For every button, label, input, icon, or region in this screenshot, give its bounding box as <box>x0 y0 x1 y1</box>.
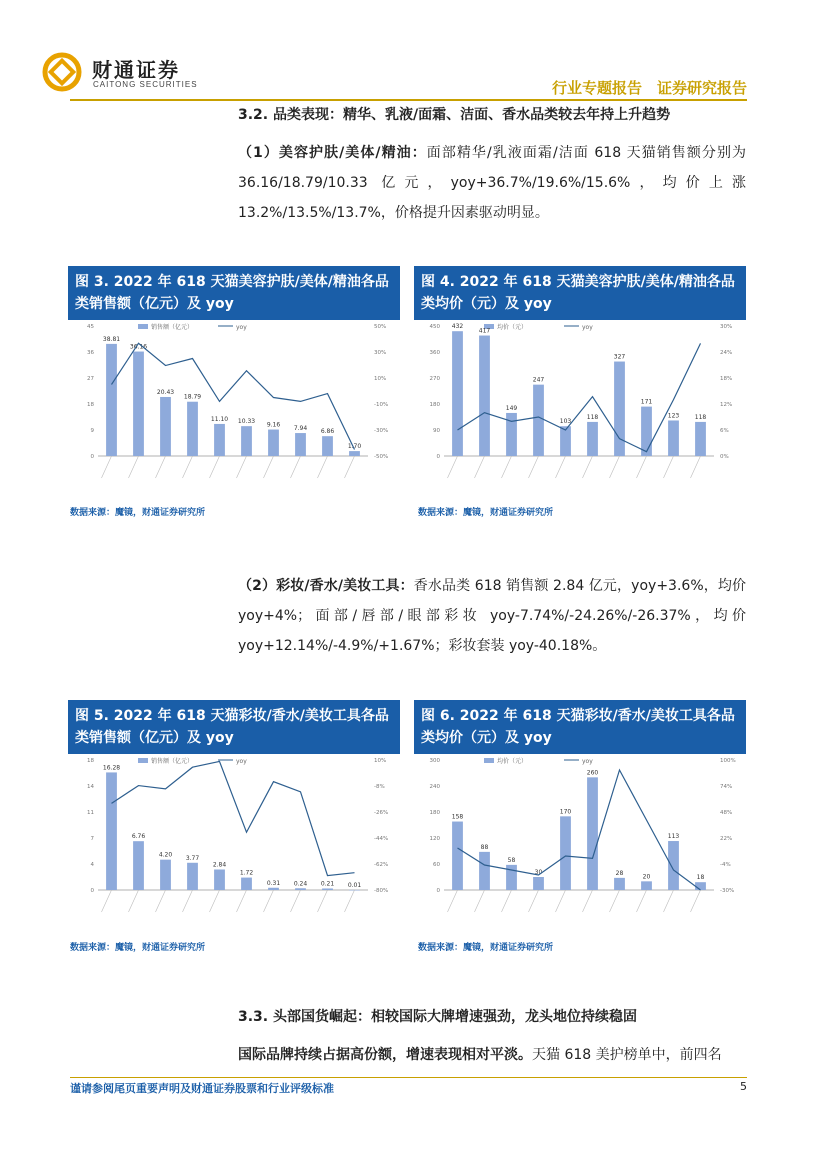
chart-bar <box>479 336 490 456</box>
paragraph-label: （1）美容护肤/美体/精油： <box>238 145 427 161</box>
bar-value-label: 11.10 <box>210 415 229 423</box>
figure-title: 图 3. 2022 年 618 天猫美容护肤/美体/精油各品类销售额（亿元）及 yoy <box>69 267 399 319</box>
y2-tick-label: 10% <box>374 758 387 764</box>
y-tick-label: 90 <box>433 428 440 434</box>
paragraph-text: 天猫 618 美护榜单中，前四名 <box>532 1047 722 1063</box>
bar-value-label: 2.84 <box>212 861 227 869</box>
bar-value-label: 0.21 <box>320 880 335 888</box>
bar-value-label: 36.16 <box>129 343 148 351</box>
x-tick-mark <box>475 890 485 912</box>
paragraph <box>238 1040 746 1070</box>
x-tick-mark <box>291 890 301 912</box>
figure-title: 图 6. 2022 年 618 天猫彩妆/香水/美妆工具各品类均价（元）及 yoy <box>415 701 745 753</box>
chart-bar <box>133 352 144 456</box>
paragraph-text: 面部精华/乳液面霜/洁面 618 天猫销售额分别为 36.16/18.79/10.33 亿元，yoy+36.7%/19.6%/15.6%，均价上涨 13.2%/13.5%/13.7%，价格提升因素驱动明显。 <box>238 145 747 221</box>
paragraph-text: 香水品类 618 销售额 2.84 亿元，yoy+3.6%，均价 yoy+4%；面部/唇部/眼部彩妆 yoy-7.74%/-24.26%/-26.37%，均价 yoy+12.14%/-4.9%/+1.67%；彩妆套装 yoy-40.18%。 <box>238 578 746 654</box>
x-tick-mark <box>210 456 220 478</box>
x-tick-mark <box>129 890 139 912</box>
x-tick-mark <box>583 456 593 478</box>
x-tick-mark <box>102 890 112 912</box>
chart-bar <box>587 777 598 890</box>
y-tick-label: 300 <box>429 758 440 764</box>
legend-bar-label: 销售额（亿元） <box>151 324 194 331</box>
x-tick-mark <box>502 890 512 912</box>
y2-tick-label: -30% <box>720 888 735 894</box>
figure-6 <box>414 700 746 754</box>
legend-line-label: yoy <box>236 758 247 765</box>
chart-bar <box>668 841 679 890</box>
bar-value-label: 88 <box>480 843 489 851</box>
y2-tick-label: -80% <box>374 888 389 894</box>
chart-bar <box>506 865 517 890</box>
paragraph-label: 国际品牌持续占据高份额，增速表现相对平淡。 <box>238 1047 532 1063</box>
bar-value-label: 149 <box>505 404 518 412</box>
y-tick-label: 0 <box>436 454 440 460</box>
y-tick-label: 0 <box>436 888 440 894</box>
yoy-line <box>458 770 701 890</box>
chart-bar <box>160 860 171 890</box>
chart-bar <box>322 888 333 890</box>
chart-bar <box>349 451 360 456</box>
legend-line-label: yoy <box>236 324 247 331</box>
bar-value-label: 30 <box>534 869 543 876</box>
y-tick-label: 360 <box>429 350 440 356</box>
y-tick-label: 0 <box>90 888 94 894</box>
y2-tick-label: 10% <box>374 376 387 382</box>
y-tick-label: 11 <box>87 810 94 816</box>
report-type: 行业专题报告 证券研究报告 <box>551 79 747 97</box>
x-tick-mark <box>264 456 274 478</box>
figure-title: 图 4. 2022 年 618 天猫美容护肤/美体/精油各品类均价（元）及 yoy <box>415 267 745 319</box>
bar-value-label: 6.76 <box>131 833 146 841</box>
y-tick-label: 60 <box>433 862 440 868</box>
chart-bar <box>295 433 306 456</box>
bar-value-label: 113 <box>667 833 680 841</box>
y2-tick-label: 0% <box>720 454 729 460</box>
bar-value-label: 16.28 <box>102 764 121 772</box>
y2-tick-label: 22% <box>720 836 733 842</box>
y-tick-label: 0 <box>90 454 94 460</box>
x-tick-mark <box>156 890 166 912</box>
x-tick-mark <box>448 890 458 912</box>
figure-source: 数据来源：魔镜，财通证券研究所 <box>70 508 206 518</box>
y2-tick-label: -4% <box>720 862 731 868</box>
figure-3 <box>68 266 400 320</box>
bar-value-label: 1.72 <box>239 869 254 877</box>
x-tick-mark <box>345 890 355 912</box>
y2-tick-label: -26% <box>374 810 389 816</box>
yoy-line <box>458 343 701 451</box>
chart-bar <box>614 362 625 456</box>
x-tick-mark <box>129 456 139 478</box>
bar-value-label: 158 <box>451 813 464 821</box>
bar-value-label: 6.86 <box>320 428 335 436</box>
chart-bar <box>322 436 333 456</box>
y2-tick-label: -50% <box>374 454 389 460</box>
x-tick-mark <box>237 456 247 478</box>
legend-bar-label: 销售额（亿元） <box>151 758 194 765</box>
chart-bar <box>187 863 198 890</box>
bar-value-label: 20.43 <box>156 388 175 396</box>
chart-bar <box>614 878 625 890</box>
x-tick-mark <box>502 456 512 478</box>
chart-fig5 <box>68 750 400 936</box>
x-tick-mark <box>448 456 458 478</box>
x-tick-mark <box>691 890 701 912</box>
y-tick-label: 4 <box>90 862 94 868</box>
y2-tick-label: -30% <box>374 428 389 434</box>
x-tick-mark <box>156 456 166 478</box>
y-tick-label: 45 <box>87 324 94 330</box>
y2-tick-label: 30% <box>374 350 387 356</box>
y2-tick-label: -62% <box>374 862 389 868</box>
yoy-line <box>112 761 355 875</box>
x-tick-mark <box>237 890 247 912</box>
paragraph <box>238 138 746 228</box>
y-tick-label: 7 <box>90 836 94 842</box>
legend-line-label: yoy <box>582 758 593 765</box>
bar-value-label: 170 <box>559 808 572 816</box>
chart-bar <box>187 402 198 456</box>
y2-tick-label: -10% <box>374 402 389 408</box>
chart-bar <box>668 420 679 456</box>
y-tick-label: 180 <box>429 810 440 816</box>
bar-value-label: 1.70 <box>347 443 362 451</box>
figure-source: 数据来源：魔镜，财通证券研究所 <box>418 943 554 953</box>
x-tick-mark <box>529 890 539 912</box>
chart-bar <box>214 869 225 890</box>
chart-bar <box>641 407 652 456</box>
x-tick-mark <box>637 890 647 912</box>
x-tick-mark <box>183 456 193 478</box>
bar-value-label: 28 <box>615 869 624 877</box>
y-tick-label: 18 <box>87 758 94 764</box>
footer-divider <box>70 1077 747 1078</box>
x-tick-mark <box>291 456 301 478</box>
y-tick-label: 9 <box>90 428 94 434</box>
bar-value-label: 10.33 <box>237 418 256 426</box>
y2-tick-label: 50% <box>374 324 387 330</box>
legend-bar-label: 均价（元） <box>497 324 528 331</box>
bar-value-label: 103 <box>559 418 572 426</box>
bar-value-label: 118 <box>694 413 707 421</box>
logo-text: 财通证券 <box>92 58 180 82</box>
chart-bar <box>160 397 171 456</box>
chart-bar <box>295 888 306 890</box>
bar-value-label: 20 <box>642 873 651 881</box>
bar-value-label: 9.16 <box>266 421 281 429</box>
x-tick-mark <box>529 456 539 478</box>
logo-subtext: CAITONG SECURITIES <box>93 80 198 89</box>
section-heading: 3.3. 头部国货崛起：相较国际大牌增速强劲，龙头地位持续稳固 <box>238 1009 637 1025</box>
bar-value-label: 3.77 <box>185 854 200 862</box>
chart-bar <box>241 426 252 456</box>
bar-value-label: 0.31 <box>266 879 281 887</box>
chart-bar <box>268 888 279 890</box>
y2-tick-label: 6% <box>720 428 729 434</box>
paragraph <box>238 571 746 661</box>
x-tick-mark <box>664 456 674 478</box>
chart-bar <box>268 430 279 456</box>
bar-value-label: 4.20 <box>158 851 173 859</box>
figure-4 <box>414 266 746 320</box>
x-tick-mark <box>102 456 112 478</box>
legend-bar-swatch <box>138 324 148 329</box>
x-tick-mark <box>637 456 647 478</box>
y-tick-label: 120 <box>429 836 440 842</box>
bar-value-label: 58 <box>507 856 516 864</box>
x-tick-mark <box>556 890 566 912</box>
y-tick-label: 14 <box>87 784 94 790</box>
y-tick-label: 36 <box>87 350 94 356</box>
logo-icon <box>42 52 82 92</box>
x-tick-mark <box>264 890 274 912</box>
chart-fig4 <box>414 316 746 502</box>
bar-value-label: 7.94 <box>293 425 308 433</box>
chart-bar <box>587 422 598 456</box>
x-tick-mark <box>210 890 220 912</box>
bar-value-label: 123 <box>667 412 680 420</box>
x-tick-mark <box>664 890 674 912</box>
legend-bar-swatch <box>138 758 148 763</box>
y2-tick-label: 48% <box>720 810 733 816</box>
y2-tick-label: -8% <box>374 784 385 790</box>
x-tick-mark <box>610 456 620 478</box>
chart-bar <box>479 852 490 890</box>
figure-title: 图 5. 2022 年 618 天猫彩妆/香水/美妆工具各品类销售额（亿元）及 yoy <box>69 701 399 753</box>
y-tick-label: 18 <box>87 402 94 408</box>
yoy-line <box>112 343 355 449</box>
figure-source: 数据来源：魔镜，财通证券研究所 <box>418 508 554 518</box>
bar-value-label: 171 <box>640 398 653 406</box>
chart-bar <box>641 881 652 890</box>
x-tick-mark <box>345 456 355 478</box>
chart-bar <box>695 422 706 456</box>
y2-tick-label: 30% <box>720 324 733 330</box>
y-tick-label: 180 <box>429 402 440 408</box>
y2-tick-label: 24% <box>720 350 733 356</box>
x-tick-mark <box>610 890 620 912</box>
chart-bar <box>533 385 544 456</box>
bar-value-label: 0.24 <box>293 880 308 888</box>
figure-5 <box>68 700 400 754</box>
chart-bar <box>695 882 706 890</box>
x-tick-mark <box>583 890 593 912</box>
figure-source: 数据来源：魔镜，财通证券研究所 <box>70 943 206 953</box>
paragraph-label: （2）彩妆/香水/美妆工具： <box>238 578 414 594</box>
footer-disclaimer: 谨请参阅尾页重要声明及财通证券股票和行业评级标准 <box>70 1082 334 1095</box>
bar-value-label: 417 <box>478 327 491 335</box>
bar-value-label: 327 <box>613 353 626 361</box>
chart-bar <box>533 877 544 890</box>
chart-bar <box>452 331 463 456</box>
chart-bar <box>106 344 117 456</box>
chart-bar <box>452 822 463 890</box>
y-tick-label: 27 <box>87 376 94 382</box>
chart-bar <box>133 841 144 890</box>
x-tick-mark <box>475 456 485 478</box>
chart-fig6 <box>414 750 746 936</box>
y2-tick-label: 18% <box>720 376 733 382</box>
y2-tick-label: 100% <box>720 758 736 764</box>
x-tick-mark <box>183 890 193 912</box>
y2-tick-label: 74% <box>720 784 733 790</box>
y-tick-label: 270 <box>429 376 440 382</box>
bar-value-label: 38.81 <box>102 335 121 343</box>
bar-value-label: 247 <box>532 376 545 384</box>
bar-value-label: 18 <box>696 874 705 882</box>
chart-bar <box>106 772 117 890</box>
x-tick-mark <box>691 456 701 478</box>
page-number: 5 <box>740 1080 747 1093</box>
chart-fig3 <box>68 316 400 502</box>
section-heading: 3.2. 品类表现：精华、乳液/面霜、洁面、香水品类较去年持上升趋势 <box>238 107 671 123</box>
x-tick-mark <box>318 890 328 912</box>
y2-tick-label: 12% <box>720 402 733 408</box>
y-tick-label: 240 <box>429 784 440 790</box>
chart-bar <box>214 424 225 456</box>
chart-bar <box>560 816 571 890</box>
x-tick-mark <box>556 456 566 478</box>
y-tick-label: 450 <box>429 324 440 330</box>
bar-value-label: 432 <box>451 323 464 331</box>
bar-value-label: 260 <box>586 769 599 777</box>
chart-bar <box>560 426 571 456</box>
chart-bar <box>506 413 517 456</box>
legend-line-label: yoy <box>582 324 593 331</box>
chart-bar <box>241 878 252 890</box>
y2-tick-label: -44% <box>374 836 389 842</box>
bar-value-label: 0.01 <box>347 881 362 889</box>
bar-value-label: 18.79 <box>183 393 202 401</box>
x-tick-mark <box>318 456 328 478</box>
bar-value-label: 118 <box>586 413 599 421</box>
legend-bar-label: 均价（元） <box>497 758 528 765</box>
legend-bar-swatch <box>484 758 494 763</box>
